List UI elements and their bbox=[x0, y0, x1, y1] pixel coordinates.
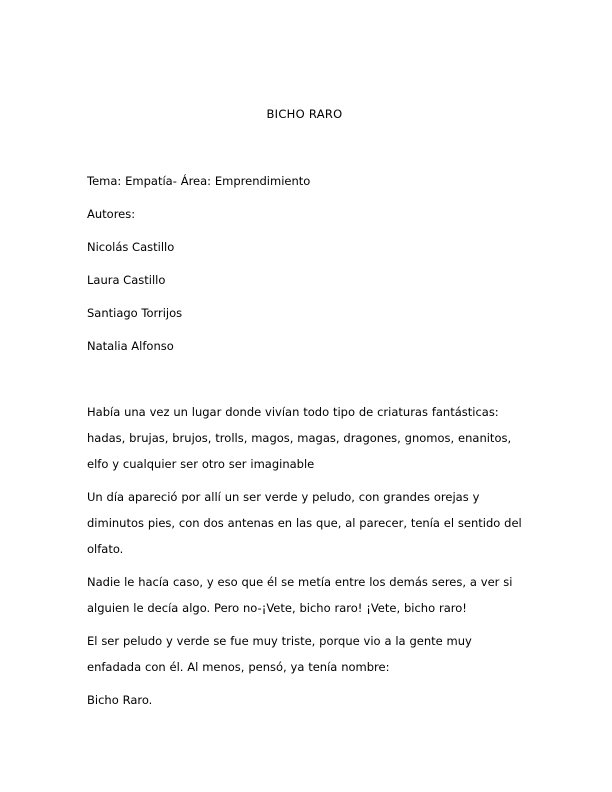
page-title: BICHO RARO bbox=[266, 107, 343, 121]
author-spacer-3 bbox=[87, 326, 525, 333]
author-name: Natalia Alfonso bbox=[87, 339, 174, 353]
author-spacer-2 bbox=[87, 293, 525, 300]
paragraph-spacer bbox=[87, 477, 525, 484]
author-name: Nicolás Castillo bbox=[87, 240, 175, 254]
document-body bbox=[87, 0, 525, 713]
author-name: Laura Castillo bbox=[87, 273, 166, 287]
paragraph-spacer bbox=[87, 562, 525, 569]
authors-body-spacer bbox=[87, 359, 525, 399]
title-spacer bbox=[87, 121, 525, 168]
meta-spacer-2 bbox=[87, 227, 525, 234]
author-name: Santiago Torrijos bbox=[87, 306, 183, 320]
closing-line: Bicho Raro. bbox=[87, 693, 153, 707]
author-spacer-1 bbox=[87, 260, 525, 267]
body-paragraph: El ser peludo y verde se fue muy triste, porque vio a la gente muy enfadada con él. Al menos, pensó, ya tenía nombre: bbox=[87, 634, 472, 674]
body-paragraph: Había una vez un lugar donde vivían todo tipo de criaturas fantásticas: hadas, brujas, brujos, trolls, magos, magas, dragones, gnomos, enanitos, elfo y cualquier ser otro ser imaginable bbox=[87, 405, 512, 471]
body-paragraph: Un día apareció por allí un ser verde y peludo, con grandes orejas y diminutos pies, con dos antenas en las que, al parecer, tenía el sentido del olfato. bbox=[87, 490, 522, 556]
paragraph-spacer bbox=[87, 621, 525, 628]
paragraph-spacer bbox=[87, 680, 525, 687]
subject-area-line: Tema: Empatía- Área: Emprendimiento bbox=[87, 174, 311, 188]
body-paragraph: Nadie le hacía caso, y eso que él se metía entre los demás seres, a ver si alguien le decía algo. Pero no-¡Vete, bicho raro! ¡Vete, bicho raro! bbox=[87, 575, 513, 615]
meta-spacer-1 bbox=[87, 194, 525, 201]
authors-label: Autores: bbox=[87, 207, 136, 221]
